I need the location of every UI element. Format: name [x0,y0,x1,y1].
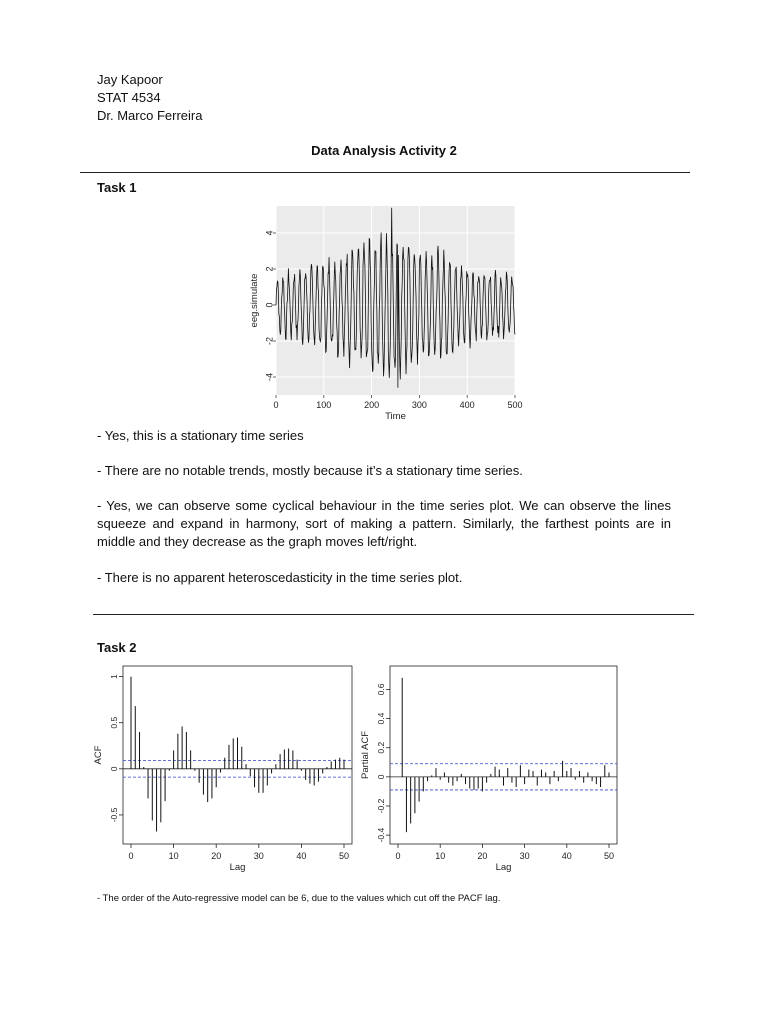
x-axis-label: Lag [229,862,246,873]
y-axis-label: eeg.simulate [249,273,260,328]
instructor-name: Dr. Marco Ferreira [97,108,203,123]
y-axis-label: Partial ACF [360,730,371,780]
x-tick-label: 10 [168,851,179,861]
pacf-chart [362,662,625,880]
y-tick-label: 0.5 [109,716,120,729]
y-tick-label: 0 [109,766,120,772]
x-tick-label: 50 [338,851,350,861]
y-tick-label: 0 [376,774,387,780]
time-series-chart [248,198,523,425]
y-tick-label: -0.4 [376,827,387,843]
divider [93,614,694,615]
author-name: Jay Kapoor [97,72,163,87]
y-axis-label: ACF [93,745,104,765]
x-tick-label: 300 [411,400,427,410]
task1-bullet-2: - There are no notable trends, mostly because it’s a stationary time series. [97,463,523,478]
x-tick-label: 40 [296,851,307,861]
course-code: STAT 4534 [97,90,161,105]
x-tick-label: 40 [561,851,572,861]
task1-heading: Task 1 [97,180,137,195]
y-tick-label: -4 [264,372,275,382]
x-tick-label: 30 [519,851,530,861]
plot-panel [276,206,515,395]
x-tick-label: 0 [395,851,401,861]
x-tick-label: 0 [273,400,279,410]
x-tick-label: 0 [128,851,134,861]
x-tick-label: 100 [316,400,332,410]
document-title: Data Analysis Activity 2 [311,143,457,158]
x-tick-label: 20 [211,851,222,861]
task1-bullet-3: - Yes, we can observe some cyclical behaviour in the time series plot. We can observe the lines squeeze and expand in harmony, sort of making a pattern. Similarly, the farthest points are in middle and they decrease as the graph moves left/right. [97,498,671,549]
y-tick-label: 0.6 [376,683,387,696]
x-axis-label: Time [385,411,406,422]
y-tick-label: 2 [264,266,275,272]
y-tick-label: 1 [109,674,120,679]
x-tick-label: 50 [603,851,615,861]
plot-frame [390,666,617,844]
x-tick-label: 400 [459,400,475,410]
divider [80,172,690,173]
y-tick-label: -0.5 [109,807,120,823]
acf-chart [95,662,360,880]
x-tick-label: 10 [435,851,446,861]
x-tick-label: 200 [364,400,380,410]
y-tick-label: 0 [264,302,275,308]
x-tick-label: 500 [507,400,523,410]
task2-note: - The order of the Auto-regressive model can be 6, due to the values which cut off the PACF lag. [97,893,501,904]
y-tick-label: -0.2 [376,798,387,814]
x-tick-label: 30 [253,851,264,861]
task2-heading: Task 2 [97,640,137,655]
x-tick-label: 20 [477,851,488,861]
y-tick-label: 0.2 [376,741,387,754]
y-tick-label: 0.4 [376,712,387,725]
task1-bullet-1: - Yes, this is a stationary time series [97,428,304,443]
x-axis-label: Lag [495,862,512,873]
y-tick-label: 4 [264,230,275,236]
task1-bullet-4: - There is no apparent heteroscedasticity in the time series plot. [97,570,463,585]
y-tick-label: -2 [264,336,275,346]
